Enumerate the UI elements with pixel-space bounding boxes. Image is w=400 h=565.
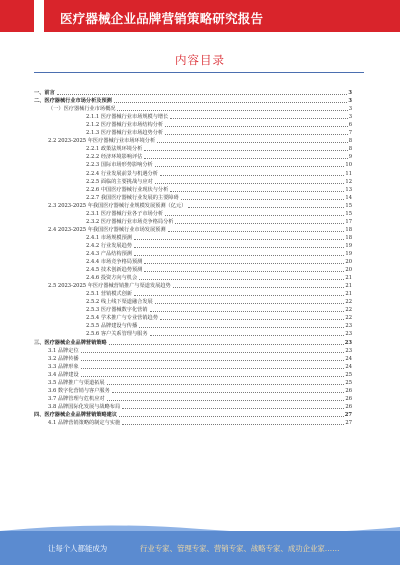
toc-entry-title: 2.2.5 面临的主要挑战与应对 [86, 178, 153, 185]
table-of-contents [34, 88, 352, 426]
toc-entry-page: 27 [344, 411, 352, 418]
toc-entry-title: 2.4.3 产品结构预测 [86, 250, 132, 257]
toc-entry-page: 17 [345, 218, 352, 225]
toc-entry[interactable] [34, 394, 352, 402]
toc-entry-title: 2.4.2 行业发展趋势 [86, 242, 132, 249]
toc-entry[interactable] [34, 217, 352, 225]
toc-entry[interactable] [34, 337, 352, 345]
toc-entry-page: 23 [345, 347, 352, 354]
toc-entry-title: 3.1 品牌定位 [48, 347, 79, 354]
toc-leader-dots [175, 223, 344, 224]
toc-leader-dots [188, 207, 344, 208]
toc-leader-dots [114, 102, 348, 103]
toc-leader-dots [134, 239, 344, 240]
toc-entry[interactable] [34, 265, 352, 273]
toc-entry-title: 2.5 2023-2025 年医疗器械营销推广与渠道发展趋势 [48, 283, 171, 290]
toc-leader-dots [134, 295, 344, 296]
toc-entry[interactable] [34, 160, 352, 168]
toc-entry-page: 26 [345, 395, 352, 402]
toc-entry-title: 2.2.2 经济环境影响评估 [86, 154, 143, 161]
footer-slogan-left: 让每个人都能成为 [48, 544, 108, 553]
toc-leader-dots [57, 94, 348, 95]
toc-entry[interactable] [34, 112, 352, 120]
toc-leader-dots [112, 392, 345, 393]
toc-entry-title: 4.1 品牌营销策略的制定与实施 [48, 419, 121, 426]
toc-entry-title: 2.4 2023-2025 年我国医疗器械行业市场发展预测 [48, 226, 166, 233]
toc-entry[interactable] [34, 305, 352, 313]
toc-entry[interactable] [34, 346, 352, 354]
toc-entry[interactable] [34, 88, 352, 96]
toc-entry-title: 2.1.2 医疗器械行业市场结构分析 [86, 122, 164, 129]
report-header [0, 0, 400, 32]
toc-entry-page: 10 [345, 162, 352, 169]
toc-entry-title: 2.1.3 医疗器械行业市场趋势分析 [86, 130, 164, 137]
footer-slogan-right: 行业专家、管理专家、营销专家、战略专家、成功企业家…… [140, 544, 340, 553]
toc-entry[interactable] [34, 152, 352, 160]
toc-entry-title: 2.2.7 我国医疗器械行业发展的主要障碍 [86, 194, 179, 201]
toc-entry-page: 21 [345, 275, 352, 282]
toc-entry-title: 四、医疗器械企业品牌营销策略建议 [34, 411, 118, 418]
toc-entry-title: 2.2.6 中国医疗器械行业现状与分析 [86, 186, 169, 193]
toc-entry-page: 9 [348, 154, 352, 161]
toc-entry-page: 7 [348, 130, 352, 137]
toc-entry[interactable] [34, 378, 352, 386]
toc-leader-dots [168, 231, 345, 232]
header-gap [34, 0, 44, 32]
toc-leader-dots [160, 319, 344, 320]
toc-leader-dots [81, 352, 345, 353]
toc-entry-title: 2.4.4 市场竞争格局预测 [86, 259, 143, 266]
toc-entry[interactable] [34, 321, 352, 329]
toc-entry-title: 3.5 品牌推广与渠道拓展 [48, 379, 105, 386]
toc-leader-dots [122, 408, 344, 409]
toc-entry-title: 3.8 品牌国际化发展与战略布局 [48, 403, 121, 410]
toc-entry-page: 3 [348, 90, 352, 97]
toc-leader-dots [134, 247, 344, 248]
toc-entry-title: 2.2.4 行业发展前景与机遇分析 [86, 170, 158, 177]
toc-entry-title: 3.2 品牌传播 [48, 355, 79, 362]
toc-leader-dots [165, 215, 344, 216]
toc-leader-dots [81, 360, 345, 361]
toc-entry-title: 2.2.1 政策法规环境分析 [86, 146, 143, 153]
toc-leader-dots [144, 158, 347, 159]
toc-entry[interactable] [34, 273, 352, 281]
toc-entry-page: 26 [345, 403, 352, 410]
toc-entry[interactable] [34, 144, 352, 152]
toc-leader-dots [119, 416, 344, 417]
toc-leader-dots [81, 376, 345, 377]
toc-entry[interactable] [34, 96, 352, 104]
toc-divider [34, 72, 364, 73]
toc-entry-page: 3 [348, 98, 352, 105]
toc-entry-page: 13 [345, 186, 352, 193]
toc-leader-dots [139, 279, 344, 280]
toc-entry[interactable] [34, 418, 352, 426]
toc-entry-title: 2.5.2 线上线下渠道融合发展 [86, 299, 153, 306]
toc-entry[interactable] [34, 120, 352, 128]
toc-entry-title: 2.1.1 医疗器械行业市场规模与增长 [86, 114, 169, 121]
toc-entry-title: 2.3.2 医疗器械行业市场竞争格局分析 [86, 218, 174, 225]
toc-entry[interactable] [34, 209, 352, 217]
toc-leader-dots [155, 166, 345, 167]
toc-entry[interactable] [34, 257, 352, 265]
toc-entry-page: 25 [345, 371, 352, 378]
report-title: 医疗器械企业品牌营销策略研究报告 [60, 11, 264, 26]
toc-heading: 内容目录 [175, 53, 225, 67]
toc-entry[interactable] [34, 402, 352, 410]
toc-entry-title: （一）医疗器械行业市场概况 [48, 106, 116, 113]
toc-entry-page: 19 [345, 250, 352, 257]
toc-leader-dots [173, 287, 345, 288]
toc-entry-page: 20 [345, 267, 352, 274]
toc-leader-dots [81, 368, 345, 369]
toc-entry-page: 22 [345, 307, 352, 314]
toc-leader-dots [134, 255, 344, 256]
toc-entry[interactable] [34, 225, 352, 233]
toc-entry-page: 22 [345, 315, 352, 322]
toc-leader-dots [181, 199, 345, 200]
toc-entry-page: 14 [345, 194, 352, 201]
toc-entry[interactable] [34, 313, 352, 321]
toc-entry-title: 2.4.6 投资方向与机会 [86, 275, 138, 282]
toc-leader-dots [150, 311, 345, 312]
toc-entry[interactable] [34, 136, 352, 144]
toc-leader-dots [160, 175, 344, 176]
toc-entry-title: 2.5.3 医疗器械数字化营销 [86, 307, 148, 314]
toc-entry-title: 2.2 2023-2025 年医疗器械行业市场环境分析 [48, 138, 156, 145]
toc-entry-title: 2.5.4 学术推广与专业营销趋势 [86, 315, 158, 322]
toc-entry-page: 23 [345, 331, 352, 338]
toc-entry[interactable] [34, 289, 352, 297]
toc-entry-page: 11 [345, 170, 352, 177]
toc-leader-dots [107, 400, 345, 401]
toc-entry[interactable] [34, 249, 352, 257]
toc-entry-title: 二、医疗器械行业市场分析及预测 [34, 98, 112, 105]
toc-entry-page: 20 [345, 259, 352, 266]
toc-leader-dots [157, 142, 348, 143]
toc-entry[interactable] [34, 104, 352, 112]
toc-leader-dots [144, 263, 344, 264]
toc-entry-title: 3.3 品牌形象 [48, 363, 79, 370]
toc-entry-page: 18 [345, 226, 352, 233]
toc-entry-title: 2.3 2023-2025 年我国医疗器械行业规模发展预测（亿元） [48, 202, 187, 209]
toc-leader-dots [122, 424, 344, 425]
toc-entry[interactable] [34, 410, 352, 418]
toc-entry-title: 2.3.1 医疗器械行业各子市场分析 [86, 210, 164, 217]
toc-leader-dots [117, 110, 347, 111]
toc-leader-dots [144, 150, 347, 151]
toc-leader-dots [165, 134, 348, 135]
toc-entry-page: 21 [345, 283, 352, 290]
toc-entry[interactable] [34, 128, 352, 136]
toc-leader-dots [155, 303, 345, 304]
toc-leader-dots [139, 327, 344, 328]
toc-entry-page: 26 [345, 387, 352, 394]
toc-entry[interactable] [34, 193, 352, 201]
toc-entry[interactable] [34, 329, 352, 337]
toc-entry-title: 3.6 数字化营销与客户服务 [48, 387, 110, 394]
toc-entry-page: 24 [345, 355, 352, 362]
toc-entry-page: 23 [345, 323, 352, 330]
toc-entry-title: 三、医疗器械企业品牌营销策略 [34, 339, 107, 346]
toc-leader-dots [155, 183, 345, 184]
toc-entry-title: 2.5.6 客户关系管理与服务 [86, 331, 148, 338]
toc-leader-dots [107, 384, 345, 385]
toc-entry[interactable] [34, 386, 352, 394]
toc-entry-title: 一、前言 [34, 90, 55, 97]
toc-leader-dots [170, 191, 344, 192]
toc-entry-title: 2.5.1 营销模式创新 [86, 291, 132, 298]
header-accent-stripe [0, 0, 34, 32]
toc-entry-page: 24 [345, 363, 352, 370]
toc-entry[interactable] [34, 370, 352, 378]
toc-entry[interactable] [34, 168, 352, 176]
toc-leader-dots [150, 335, 345, 336]
toc-entry[interactable] [34, 297, 352, 305]
toc-entry[interactable] [34, 233, 352, 241]
toc-entry-page: 21 [345, 291, 352, 298]
toc-entry-page: 8 [348, 138, 352, 145]
toc-entry-page: 12 [345, 178, 352, 185]
toc-entry-page: 19 [345, 242, 352, 249]
toc-entry-title: 3.7 品牌管理与危机应对 [48, 395, 105, 402]
toc-entry[interactable] [34, 177, 352, 185]
toc-entry[interactable] [34, 185, 352, 193]
toc-entry[interactable] [34, 354, 352, 362]
toc-entry[interactable] [34, 201, 352, 209]
toc-entry-page: 15 [345, 202, 352, 209]
toc-entry-page: 25 [345, 379, 352, 386]
toc-entry-page: 8 [348, 146, 352, 153]
toc-leader-dots [165, 126, 348, 127]
toc-entry[interactable] [34, 241, 352, 249]
toc-leader-dots [170, 118, 347, 119]
toc-leader-dots [144, 271, 344, 272]
toc-entry-page: 3 [348, 114, 352, 121]
toc-leader-dots [109, 344, 344, 345]
toc-entry-page: 3 [348, 106, 352, 113]
toc-entry-title: 3.4 品牌建设 [48, 371, 79, 378]
toc-entry-page: 22 [345, 299, 352, 306]
toc-entry[interactable] [34, 281, 352, 289]
toc-entry-page: 6 [348, 122, 352, 129]
toc-entry-page: 27 [345, 419, 352, 426]
toc-entry-title: 2.2.3 国际市场形势影响分析 [86, 162, 153, 169]
toc-entry-title: 2.4.5 技术创新趋势预测 [86, 267, 143, 274]
toc-entry[interactable] [34, 362, 352, 370]
toc-entry-page: 18 [345, 234, 352, 241]
toc-entry-page: 23 [344, 339, 352, 346]
toc-entry-title: 2.4.1 市场规模预测 [86, 234, 132, 241]
toc-entry-page: 15 [345, 210, 352, 217]
page-footer [0, 531, 400, 565]
toc-entry-title: 2.5.5 品牌建设与传播 [86, 323, 138, 330]
